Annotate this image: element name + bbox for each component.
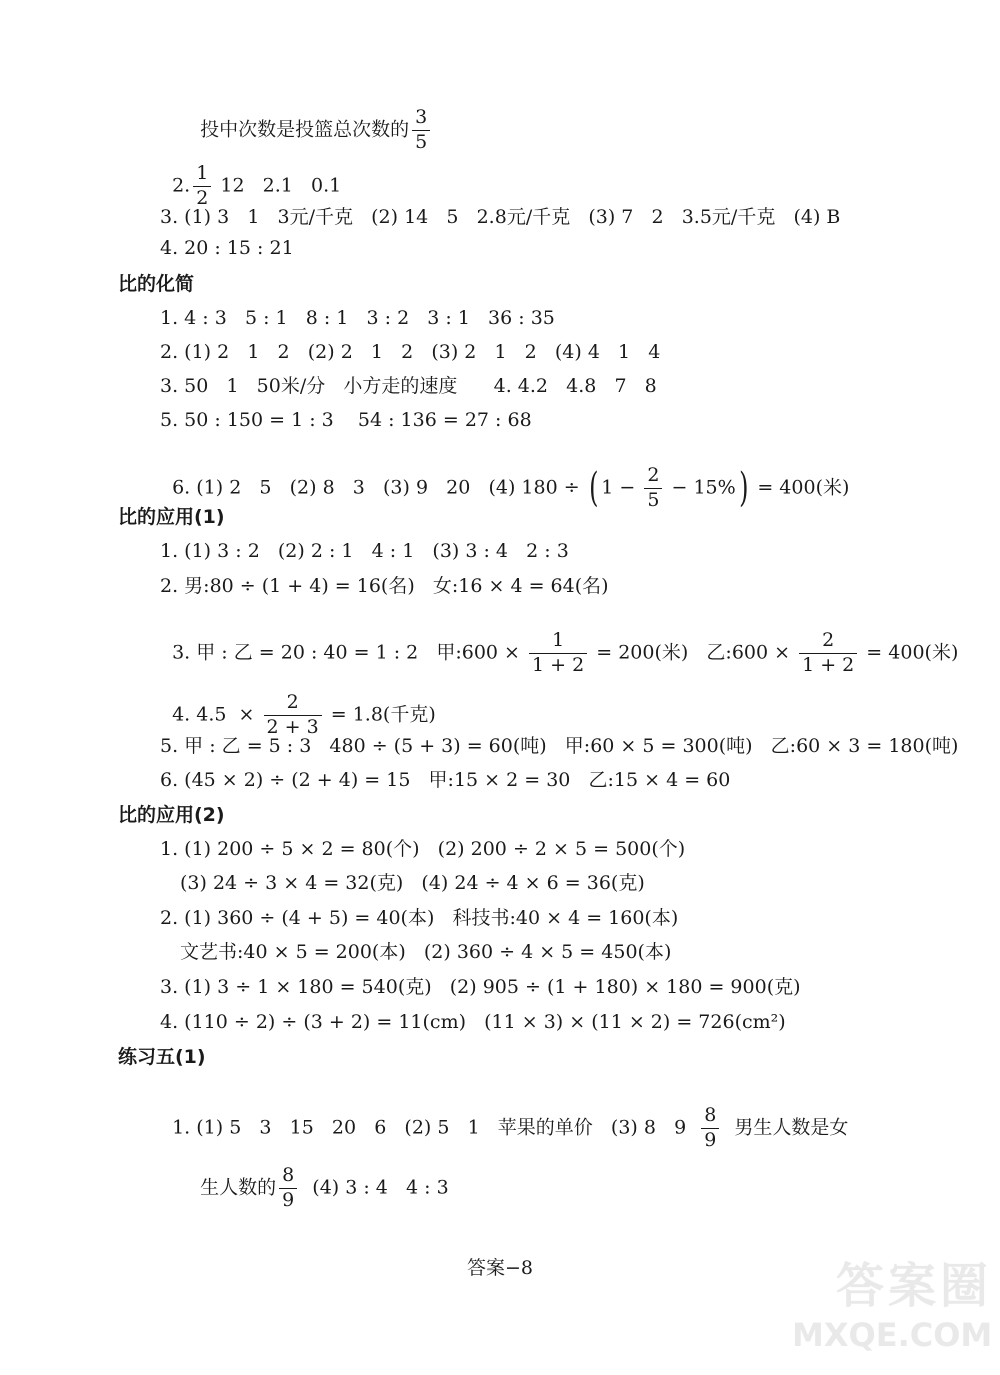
- fraction: $\frac{1}{2}$: [193, 162, 211, 211]
- s2-answer-4: 4. 4.5 × $\frac{2}{2 + 3}$ = 1.8(千克): [172, 691, 436, 738]
- answer-4: 4. 20 : 15 : 21: [160, 237, 294, 259]
- fraction: $\frac{2}{1 + 2}$: [799, 629, 857, 678]
- s3-answer-1: 1. (1) 200 ÷ 5 × 2 = 80(个) (2) 200 ÷ 2 × 5 = 500(个): [160, 838, 686, 860]
- s3-answer-4: 4. (110 ÷ 2) ÷ (3 + 2) = 11(cm) (11 × 3) × (11 × 2) = 726(cm²): [160, 1011, 786, 1033]
- fraction: $\frac{8}{9}$: [279, 1164, 297, 1213]
- section-title-ratio-application-2: 比的应用(2): [118, 804, 225, 826]
- s2-answer-5: 5. 甲 : 乙 = 5 : 3 480 ÷ (5 + 3) = 60(吨) 甲:60 × 5 = 300(吨) 乙:60 × 3 = 180(吨): [160, 735, 959, 757]
- fraction: $\frac{1}{1 + 2}$: [529, 629, 587, 678]
- fraction: $\frac{8}{9}$: [701, 1104, 719, 1153]
- s1-answer-1: 1. 4 : 3 5 : 1 8 : 1 3 : 2 3 : 1 36 : 35: [160, 307, 555, 329]
- s2-answer-2: 2. 男:80 ÷ (1 + 4) = 16(名) 女:16 × 4 = 64(名): [160, 575, 609, 597]
- fraction: $\frac{2}{2 + 3}$: [264, 691, 322, 740]
- s1-answer-6: 6. (1) 2 5 (2) 8 3 (3) 9 20 (4) 180 ÷ ( 1 − $\frac{2}{5}$ − 15%) = 400(米): [172, 464, 850, 512]
- s4-answer-1: 1. (1) 5 3 15 20 6 (2) 5 1 苹果的单价 (3) 8 9 $\frac{8}{9}$ 男生人数是女: [172, 1104, 849, 1151]
- section-title-ratio-simplify: 比的化简: [118, 273, 195, 295]
- watermark-logo: [792, 1247, 992, 1367]
- s1-answer-5: 5. 50 : 150 = 1 : 3 54 : 136 = 27 : 68: [160, 409, 532, 431]
- answer-3: 3. (1) 3 1 3元/千克 (2) 14 5 2.8元/千克 (3) 7 2 3.5元/千克 (4) B: [160, 206, 841, 228]
- s2-answer-1: 1. (1) 3 : 2 (2) 2 : 1 4 : 1 (3) 3 : 4 2 : 3: [160, 540, 569, 562]
- s3-answer-3: 3. (1) 3 ÷ 1 × 180 = 540(克) (2) 905 ÷ (1 + 180) × 180 = 900(克): [160, 976, 801, 998]
- s3-answer-2: 2. (1) 360 ÷ (4 + 5) = 40(本) 科技书:40 × 4 = 160(本): [160, 907, 679, 929]
- section-title-exercise-5-1: 练习五(1): [118, 1046, 206, 1068]
- s4-answer-1-cont: 生人数的 $\frac{8}{9}$ (4) 3 : 4 4 : 3: [200, 1164, 449, 1211]
- s1-answer-2: 2. (1) 2 1 2 (2) 2 1 2 (3) 2 1 2 (4) 4 1 4: [160, 341, 661, 363]
- s2-answer-3: 3. 甲 : 乙 = 20 : 40 = 1 : 2 甲:600 × $\frac{1}{1 + 2}$ = 200(米) 乙:600 × $\frac{2}{1 + 2}$ = 400(米): [172, 629, 959, 676]
- s1-answer-3: 3. 50 1 50米/分 小方走的速度 4. 4.2 4.8 7 8: [160, 375, 657, 397]
- s3-answer-2-cont: 文艺书:40 × 5 = 200(本) (2) 360 ÷ 4 × 5 = 450(本): [180, 941, 672, 963]
- answer-2: 2. $\frac{1}{2}$ 12 2.1 0.1: [172, 162, 342, 209]
- page-number: 答案−8: [466, 1257, 533, 1279]
- fraction: $\frac{3}{5}$: [412, 106, 430, 155]
- s2-answer-6: 6. (45 × 2) ÷ (2 + 4) = 15 甲:15 × 2 = 30 乙:15 × 4 = 60: [160, 769, 731, 791]
- s3-answer-1-cont: (3) 24 ÷ 3 × 4 = 32(克) (4) 24 ÷ 4 × 6 = 36(克): [180, 872, 645, 894]
- intro-text: 投中次数是投篮总次数的: [200, 118, 410, 141]
- watermark-top: 答案圈: [835, 1258, 992, 1314]
- watermark-bottom: MXQE.COM: [792, 1316, 993, 1354]
- section-title-ratio-application-1: 比的应用(1): [118, 506, 225, 528]
- fraction: $\frac{2}{5}$: [644, 464, 662, 513]
